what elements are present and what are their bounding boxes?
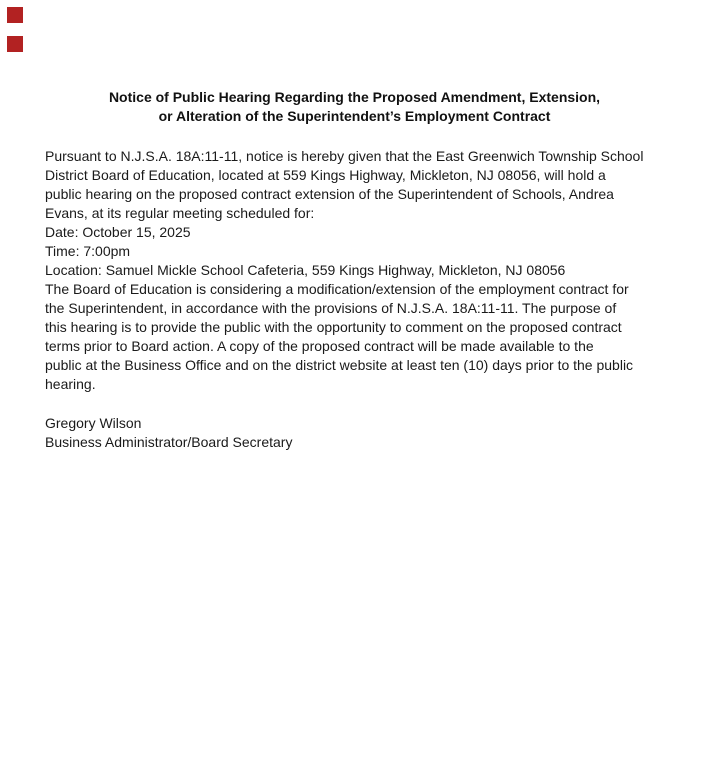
body-line: public hearing on the proposed contract extension of the Superintendent of Schools, Andrea <box>45 186 614 202</box>
hearing-time-line: Time: 7:00pm <box>45 243 131 259</box>
signature-block <box>0 414 709 452</box>
body-line: this hearing is to provide the public with the opportunity to comment on the proposed contract <box>45 319 622 335</box>
notice-body <box>0 147 709 394</box>
notice-title-line-2: or Alteration of the Superintendent’s Employment Contract <box>158 108 551 124</box>
red-square-marker-top <box>7 7 23 23</box>
red-square-marker-bottom <box>7 36 23 52</box>
signatory-name: Gregory Wilson <box>45 415 142 431</box>
body-line: Evans, at its regular meeting scheduled for: <box>45 205 315 221</box>
body-line: the Superintendent, in accordance with the provisions of N.J.S.A. 18A:11-11. The purpose of <box>45 300 617 316</box>
body-line: public at the Business Office and on the district website at least ten (10) days prior to the public <box>45 357 634 373</box>
signatory-title: Business Administrator/Board Secretary <box>45 434 293 450</box>
hearing-location-line: Location: Samuel Mickle School Cafeteria, 559 Kings Highway, Mickleton, NJ 08056 <box>45 262 566 278</box>
body-line: District Board of Education, located at 559 Kings Highway, Mickleton, NJ 08056, will hold a <box>45 167 606 183</box>
notice-title-line-1: Notice of Public Hearing Regarding the Proposed Amendment, Extension, <box>108 89 601 105</box>
body-line: Pursuant to N.J.S.A. 18A:11-11, notice is hereby given that the East Greenwich Township School <box>45 148 644 164</box>
body-line: terms prior to Board action. A copy of the proposed contract will be made available to the <box>45 338 594 354</box>
hearing-date-line: Date: October 15, 2025 <box>45 224 191 240</box>
notice-title <box>0 0 709 126</box>
body-line: hearing. <box>45 376 96 392</box>
body-line: The Board of Education is considering a modification/extension of the employment contract for <box>45 281 629 297</box>
